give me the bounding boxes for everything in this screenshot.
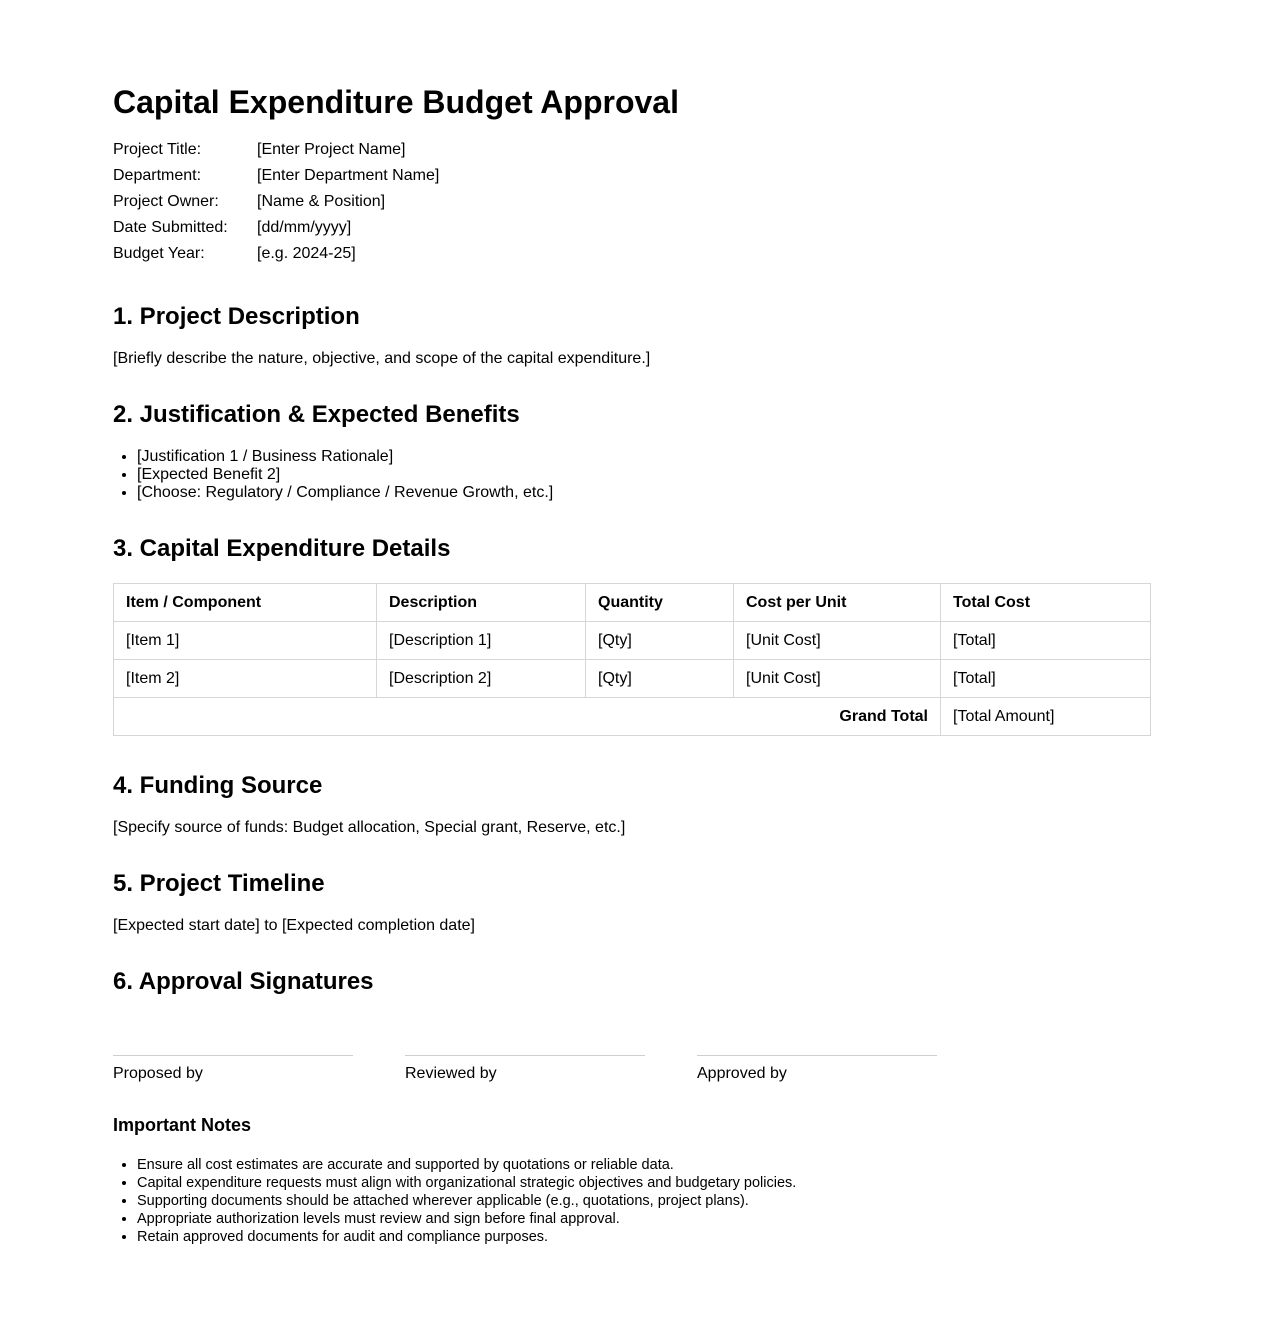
capex-table (113, 583, 1151, 736)
grand-total-value: [Total Amount] (941, 698, 1151, 736)
meta-row-department (113, 163, 439, 189)
signature-block-proposed (113, 1055, 353, 1084)
meta-label: Project Title: (113, 141, 202, 158)
project-meta (113, 137, 439, 267)
section-heading-details: 3. Capital Expenditure Details (113, 535, 451, 562)
column-header: Cost per Unit (734, 584, 941, 622)
table-cell: [Qty] (586, 660, 734, 698)
table-row (114, 622, 1151, 660)
meta-label: Department: (113, 167, 202, 184)
meta-value: [Enter Department Name] (257, 167, 440, 184)
meta-row-project-title (113, 137, 439, 163)
table-header-row (114, 584, 1151, 622)
table-cell: [Qty] (586, 622, 734, 660)
table-cell: [Item 2] (114, 660, 377, 698)
table-cell: [Item 1] (114, 622, 377, 660)
meta-value: [Enter Project Name] (257, 141, 406, 158)
signature-block-reviewed (405, 1055, 645, 1084)
signature-label: Reviewed by (405, 1065, 497, 1082)
table-row (114, 660, 1151, 698)
justification-list (113, 448, 553, 502)
page-title: Capital Expenditure Budget Approval (113, 84, 679, 120)
section-heading-timeline: 5. Project Timeline (113, 870, 325, 897)
grand-total-label: Grand Total (114, 698, 941, 736)
section-heading-funding: 4. Funding Source (113, 772, 323, 799)
meta-label: Date Submitted: (113, 219, 228, 236)
meta-value: [Name & Position] (257, 193, 386, 210)
list-item: • [Justification 1 / Business Rationale] (137, 448, 553, 466)
list-item: • Supporting documents should be attached wherever applicable (e.g., quotations, project plans). (137, 1192, 796, 1210)
list-item: • [Expected Benefit 2] (137, 466, 553, 484)
notes-list (113, 1156, 796, 1246)
list-item: • Retain approved documents for audit and compliance purposes. (137, 1228, 796, 1246)
meta-label: Budget Year: (113, 245, 205, 262)
table-cell: [Total] (941, 660, 1151, 698)
list-item: • Ensure all cost estimates are accurate and supported by quotations or reliable data. (137, 1156, 796, 1174)
table-cell: [Total] (941, 622, 1151, 660)
column-header: Quantity (586, 584, 734, 622)
column-header: Item / Component (114, 584, 377, 622)
list-item: • Capital expenditure requests must align with organizational strategic objectives and budgetary policies. (137, 1174, 796, 1192)
description-text: [Briefly describe the nature, objective, and scope of the capital expenditure.] (113, 350, 651, 367)
column-header: Total Cost (941, 584, 1151, 622)
timeline-text: [Expected start date] to [Expected completion date] (113, 917, 475, 934)
meta-value: [e.g. 2024-25] (257, 245, 356, 262)
notes-title: Important Notes (113, 1115, 252, 1135)
meta-label: Project Owner: (113, 193, 219, 210)
signature-label: Approved by (697, 1065, 787, 1082)
grand-total-row (114, 698, 1151, 736)
meta-row-date-submitted (113, 215, 439, 241)
meta-row-budget-year (113, 241, 439, 267)
section-heading-description: 1. Project Description (113, 303, 360, 330)
table-cell: [Description 2] (377, 660, 586, 698)
signature-label: Proposed by (113, 1065, 203, 1082)
meta-row-project-owner (113, 189, 439, 215)
list-item: • [Choose: Regulatory / Compliance / Revenue Growth, etc.] (137, 484, 553, 502)
column-header: Description (377, 584, 586, 622)
signature-line (405, 1055, 645, 1056)
funding-text: [Specify source of funds: Budget allocation, Special grant, Reserve, etc.] (113, 819, 626, 836)
list-item: • Appropriate authorization levels must review and sign before final approval. (137, 1210, 796, 1228)
section-heading-signatures: 6. Approval Signatures (113, 968, 374, 995)
meta-value: [dd/mm/yyyy] (257, 219, 352, 236)
signature-line (697, 1055, 937, 1056)
signature-block-approved (697, 1055, 937, 1084)
table-cell: [Unit Cost] (734, 660, 941, 698)
table-cell: [Unit Cost] (734, 622, 941, 660)
signature-line (113, 1055, 353, 1056)
section-heading-justification: 2. Justification & Expected Benefits (113, 401, 520, 428)
table-cell: [Description 1] (377, 622, 586, 660)
